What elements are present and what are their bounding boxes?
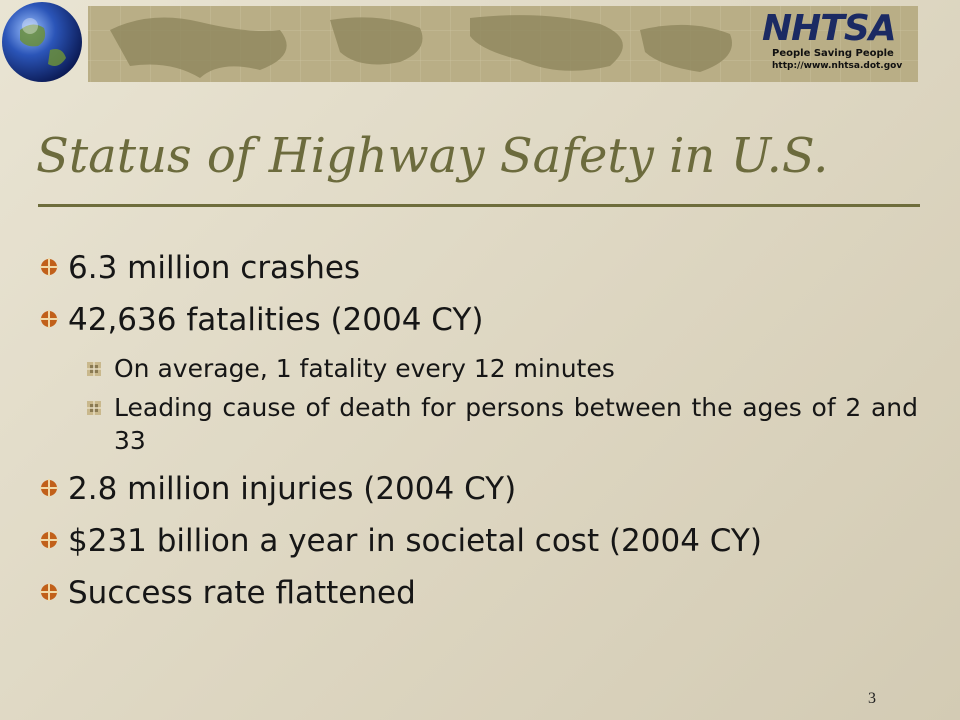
bullet-square-icon [86,361,102,377]
bullet-sun-icon [38,256,60,278]
bullet-sun-icon [38,477,60,499]
header-banner [0,0,960,88]
bullet-item [38,294,918,346]
slide-title: Status of Highway Safety in U.S. [36,128,829,184]
nhtsa-logo [752,8,918,80]
globe-icon [0,0,84,84]
sub-bullet-item [38,391,918,457]
logo-tagline: People Saving People [772,48,894,59]
bullet-sun-icon [38,529,60,551]
bullet-list [38,242,918,619]
page-number: 3 [868,690,876,707]
logo-url: http://www.nhtsa.dot.gov [772,61,903,71]
bullet-text: 6.3 million crashes [68,250,361,286]
bullet-item [38,515,918,567]
bullet-text: 2.8 million injuries (2004 CY) [68,471,517,507]
sub-bullet-item [38,352,918,385]
logo-wordmark: NHTSA [762,8,896,49]
sub-bullet-text: On average, 1 fatality every 12 minutes [114,354,615,383]
bullet-item [38,567,918,619]
bullet-item [38,463,918,515]
bullet-square-icon [86,400,102,416]
bullet-item [38,242,918,294]
bullet-sun-icon [38,581,60,603]
bullet-text: 42,636 fatalities (2004 CY) [68,302,484,338]
bullet-text: Success rate flattened [68,575,416,611]
sub-bullet-text: Leading cause of death for persons between the ages of 2 and 33 [114,393,918,455]
bullet-text: $231 billion a year in societal cost (2004 CY) [68,523,762,559]
title-divider [38,204,920,207]
bullet-sun-icon [38,308,60,330]
